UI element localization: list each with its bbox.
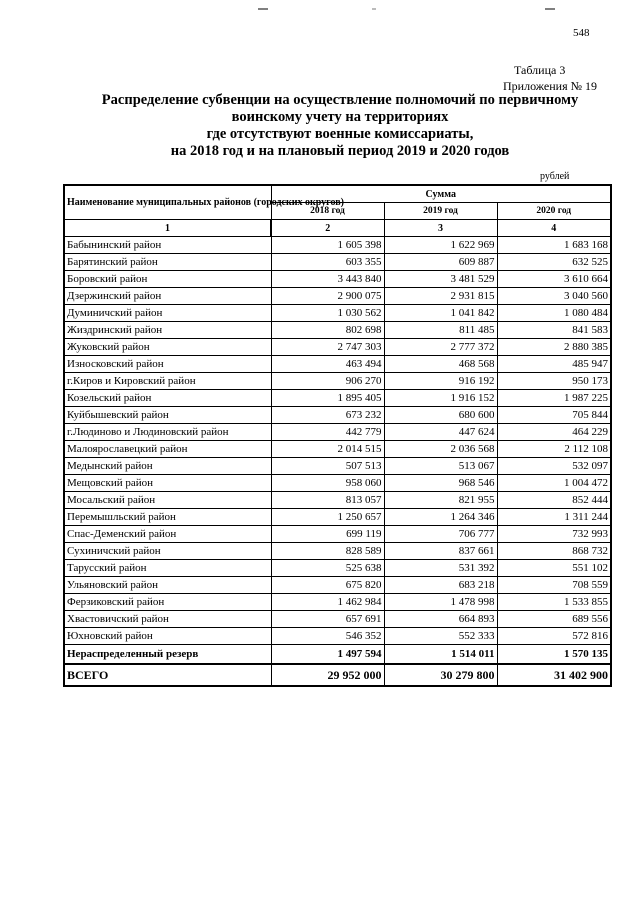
row-2020: 1 683 168 [497, 237, 611, 254]
table-row [64, 509, 611, 526]
row-2018: 906 270 [271, 373, 384, 390]
row-name: Перемышльский район [64, 509, 271, 526]
row-name: Тарусский район [64, 560, 271, 577]
row-name: Малоярославецкий район [64, 441, 271, 458]
row-name: Ульяновский район [64, 577, 271, 594]
row-2018: 463 494 [271, 356, 384, 373]
row-2018: 802 698 [271, 322, 384, 339]
table-row [64, 475, 611, 492]
row-name: г.Киров и Кировский район [64, 373, 271, 390]
total-2019: 30 279 800 [384, 664, 497, 686]
header-sum: Сумма [271, 185, 611, 203]
row-2018: 3 443 840 [271, 271, 384, 288]
table-row [64, 543, 611, 560]
row-name: Дзержинский район [64, 288, 271, 305]
header-year-2019: 2019 год [384, 203, 497, 220]
header-year-2020: 2020 год [497, 203, 611, 220]
table-row [64, 611, 611, 628]
row-2019: 683 218 [384, 577, 497, 594]
row-name: Сухиничский район [64, 543, 271, 560]
table-row [64, 577, 611, 594]
document-title [40, 92, 640, 160]
row-name: Барятинский район [64, 254, 271, 271]
row-2018: 657 691 [271, 611, 384, 628]
subsidy-table [63, 184, 612, 687]
row-2019: 552 333 [384, 628, 497, 645]
row-2019: 680 600 [384, 407, 497, 424]
row-2019: 1 041 842 [384, 305, 497, 322]
row-name: Износковский район [64, 356, 271, 373]
table-body [64, 237, 611, 645]
row-name: Юхновский район [64, 628, 271, 645]
total-name: ВСЕГО [64, 664, 271, 686]
table-row [64, 288, 611, 305]
row-2020: 950 173 [497, 373, 611, 390]
title-line-4: на 2018 год и на плановый период 2019 и 2020 годов [170, 143, 510, 159]
row-2019: 1 622 969 [384, 237, 497, 254]
total-row [64, 664, 611, 686]
row-2020: 852 444 [497, 492, 611, 509]
row-2020: 1 004 472 [497, 475, 611, 492]
page-number: 548 [573, 27, 590, 39]
table-row [64, 441, 611, 458]
table-row [64, 271, 611, 288]
row-2020: 1 311 244 [497, 509, 611, 526]
row-2018: 2 747 303 [271, 339, 384, 356]
row-2019: 609 887 [384, 254, 497, 271]
table-row [64, 356, 611, 373]
row-2019: 468 568 [384, 356, 497, 373]
reserve-name: Нераспределенный резерв [64, 645, 271, 665]
row-2020: 485 947 [497, 356, 611, 373]
header-year-2018: 2018 год [271, 203, 384, 220]
row-2018: 675 820 [271, 577, 384, 594]
row-2020: 3 610 664 [497, 271, 611, 288]
row-2018: 2 014 515 [271, 441, 384, 458]
row-2019: 968 546 [384, 475, 497, 492]
row-2018: 813 057 [271, 492, 384, 509]
row-2019: 2 777 372 [384, 339, 497, 356]
row-2019: 513 067 [384, 458, 497, 475]
table-row [64, 322, 611, 339]
row-2019: 706 777 [384, 526, 497, 543]
row-2020: 708 559 [497, 577, 611, 594]
row-2020: 1 533 855 [497, 594, 611, 611]
table-row [64, 526, 611, 543]
row-2018: 673 232 [271, 407, 384, 424]
row-2019: 1 478 998 [384, 594, 497, 611]
row-2018: 1 462 984 [271, 594, 384, 611]
row-2020: 551 102 [497, 560, 611, 577]
table-row [64, 305, 611, 322]
total-2020: 31 402 900 [497, 664, 611, 686]
row-2018: 828 589 [271, 543, 384, 560]
title-line-3: где отсутствуют военные комиссариаты, [206, 126, 474, 142]
row-2019: 447 624 [384, 424, 497, 441]
row-2019: 821 955 [384, 492, 497, 509]
row-name: Боровский район [64, 271, 271, 288]
row-2020: 464 229 [497, 424, 611, 441]
row-2018: 699 119 [271, 526, 384, 543]
row-name: Думиничский район [64, 305, 271, 322]
row-name: Хвастовичский район [64, 611, 271, 628]
table-row [64, 254, 611, 271]
currency-unit: рублей [540, 171, 570, 182]
row-name: Куйбышевский район [64, 407, 271, 424]
title-line-1: Распределение субвенции на осуществление полномочий по первичному [101, 92, 579, 108]
row-2020: 2 112 108 [497, 441, 611, 458]
row-2018: 2 900 075 [271, 288, 384, 305]
row-2018: 525 638 [271, 560, 384, 577]
row-2019: 1 916 152 [384, 390, 497, 407]
row-name: Жуковский район [64, 339, 271, 356]
row-2020: 572 816 [497, 628, 611, 645]
row-2020: 841 583 [497, 322, 611, 339]
row-2020: 1 987 225 [497, 390, 611, 407]
row-name: Мосальский район [64, 492, 271, 509]
column-number-2: 2 [271, 220, 384, 237]
row-2019: 811 485 [384, 322, 497, 339]
table-row [64, 237, 611, 254]
row-2020: 532 097 [497, 458, 611, 475]
table-row [64, 373, 611, 390]
column-number-1: 1 [64, 220, 271, 237]
row-name: Мещовский район [64, 475, 271, 492]
row-2019: 531 392 [384, 560, 497, 577]
row-2020: 689 556 [497, 611, 611, 628]
table-row [64, 407, 611, 424]
column-number-4: 4 [497, 220, 611, 237]
table-row [64, 492, 611, 509]
row-2019: 664 893 [384, 611, 497, 628]
table-row [64, 424, 611, 441]
row-2018: 546 352 [271, 628, 384, 645]
row-2020: 705 844 [497, 407, 611, 424]
row-name: Козельский район [64, 390, 271, 407]
row-name: Бабынинский район [64, 237, 271, 254]
row-2018: 1 250 657 [271, 509, 384, 526]
row-2018: 1 605 398 [271, 237, 384, 254]
table-label: Таблица 3 [514, 63, 566, 77]
row-2018: 1 895 405 [271, 390, 384, 407]
table-row [64, 594, 611, 611]
row-name: г.Людиново и Людиновский район [64, 424, 271, 441]
title-line-2: воинскому учету на территориях [231, 109, 449, 125]
reserve-2019: 1 514 011 [384, 645, 497, 665]
reserve-2018: 1 497 594 [271, 645, 384, 665]
reserve-row [64, 645, 611, 665]
row-2018: 958 060 [271, 475, 384, 492]
row-2018: 442 779 [271, 424, 384, 441]
table-row [64, 628, 611, 645]
total-2018: 29 952 000 [271, 664, 384, 686]
row-2019: 1 264 346 [384, 509, 497, 526]
scan-marks [0, 6, 640, 12]
row-2020: 1 080 484 [497, 305, 611, 322]
row-2020: 732 993 [497, 526, 611, 543]
row-2020: 632 525 [497, 254, 611, 271]
table-row [64, 390, 611, 407]
row-2018: 1 030 562 [271, 305, 384, 322]
row-name: Спас-Деменский район [64, 526, 271, 543]
reserve-2020: 1 570 135 [497, 645, 611, 665]
row-2018: 507 513 [271, 458, 384, 475]
row-2020: 2 880 385 [497, 339, 611, 356]
row-2019: 2 931 815 [384, 288, 497, 305]
row-2020: 3 040 560 [497, 288, 611, 305]
row-2019: 3 481 529 [384, 271, 497, 288]
row-2018: 603 355 [271, 254, 384, 271]
column-number-3: 3 [384, 220, 497, 237]
table-row [64, 339, 611, 356]
row-name: Медынский район [64, 458, 271, 475]
table-row [64, 560, 611, 577]
row-2020: 868 732 [497, 543, 611, 560]
appendix-label: Приложения № 19 [503, 79, 598, 93]
table-row [64, 458, 611, 475]
header-name: Наименование муниципальных районов (городских округов) [64, 185, 271, 220]
row-name: Жиздринский район [64, 322, 271, 339]
row-2019: 2 036 568 [384, 441, 497, 458]
row-name: Ферзиковский район [64, 594, 271, 611]
row-2019: 837 661 [384, 543, 497, 560]
row-2019: 916 192 [384, 373, 497, 390]
